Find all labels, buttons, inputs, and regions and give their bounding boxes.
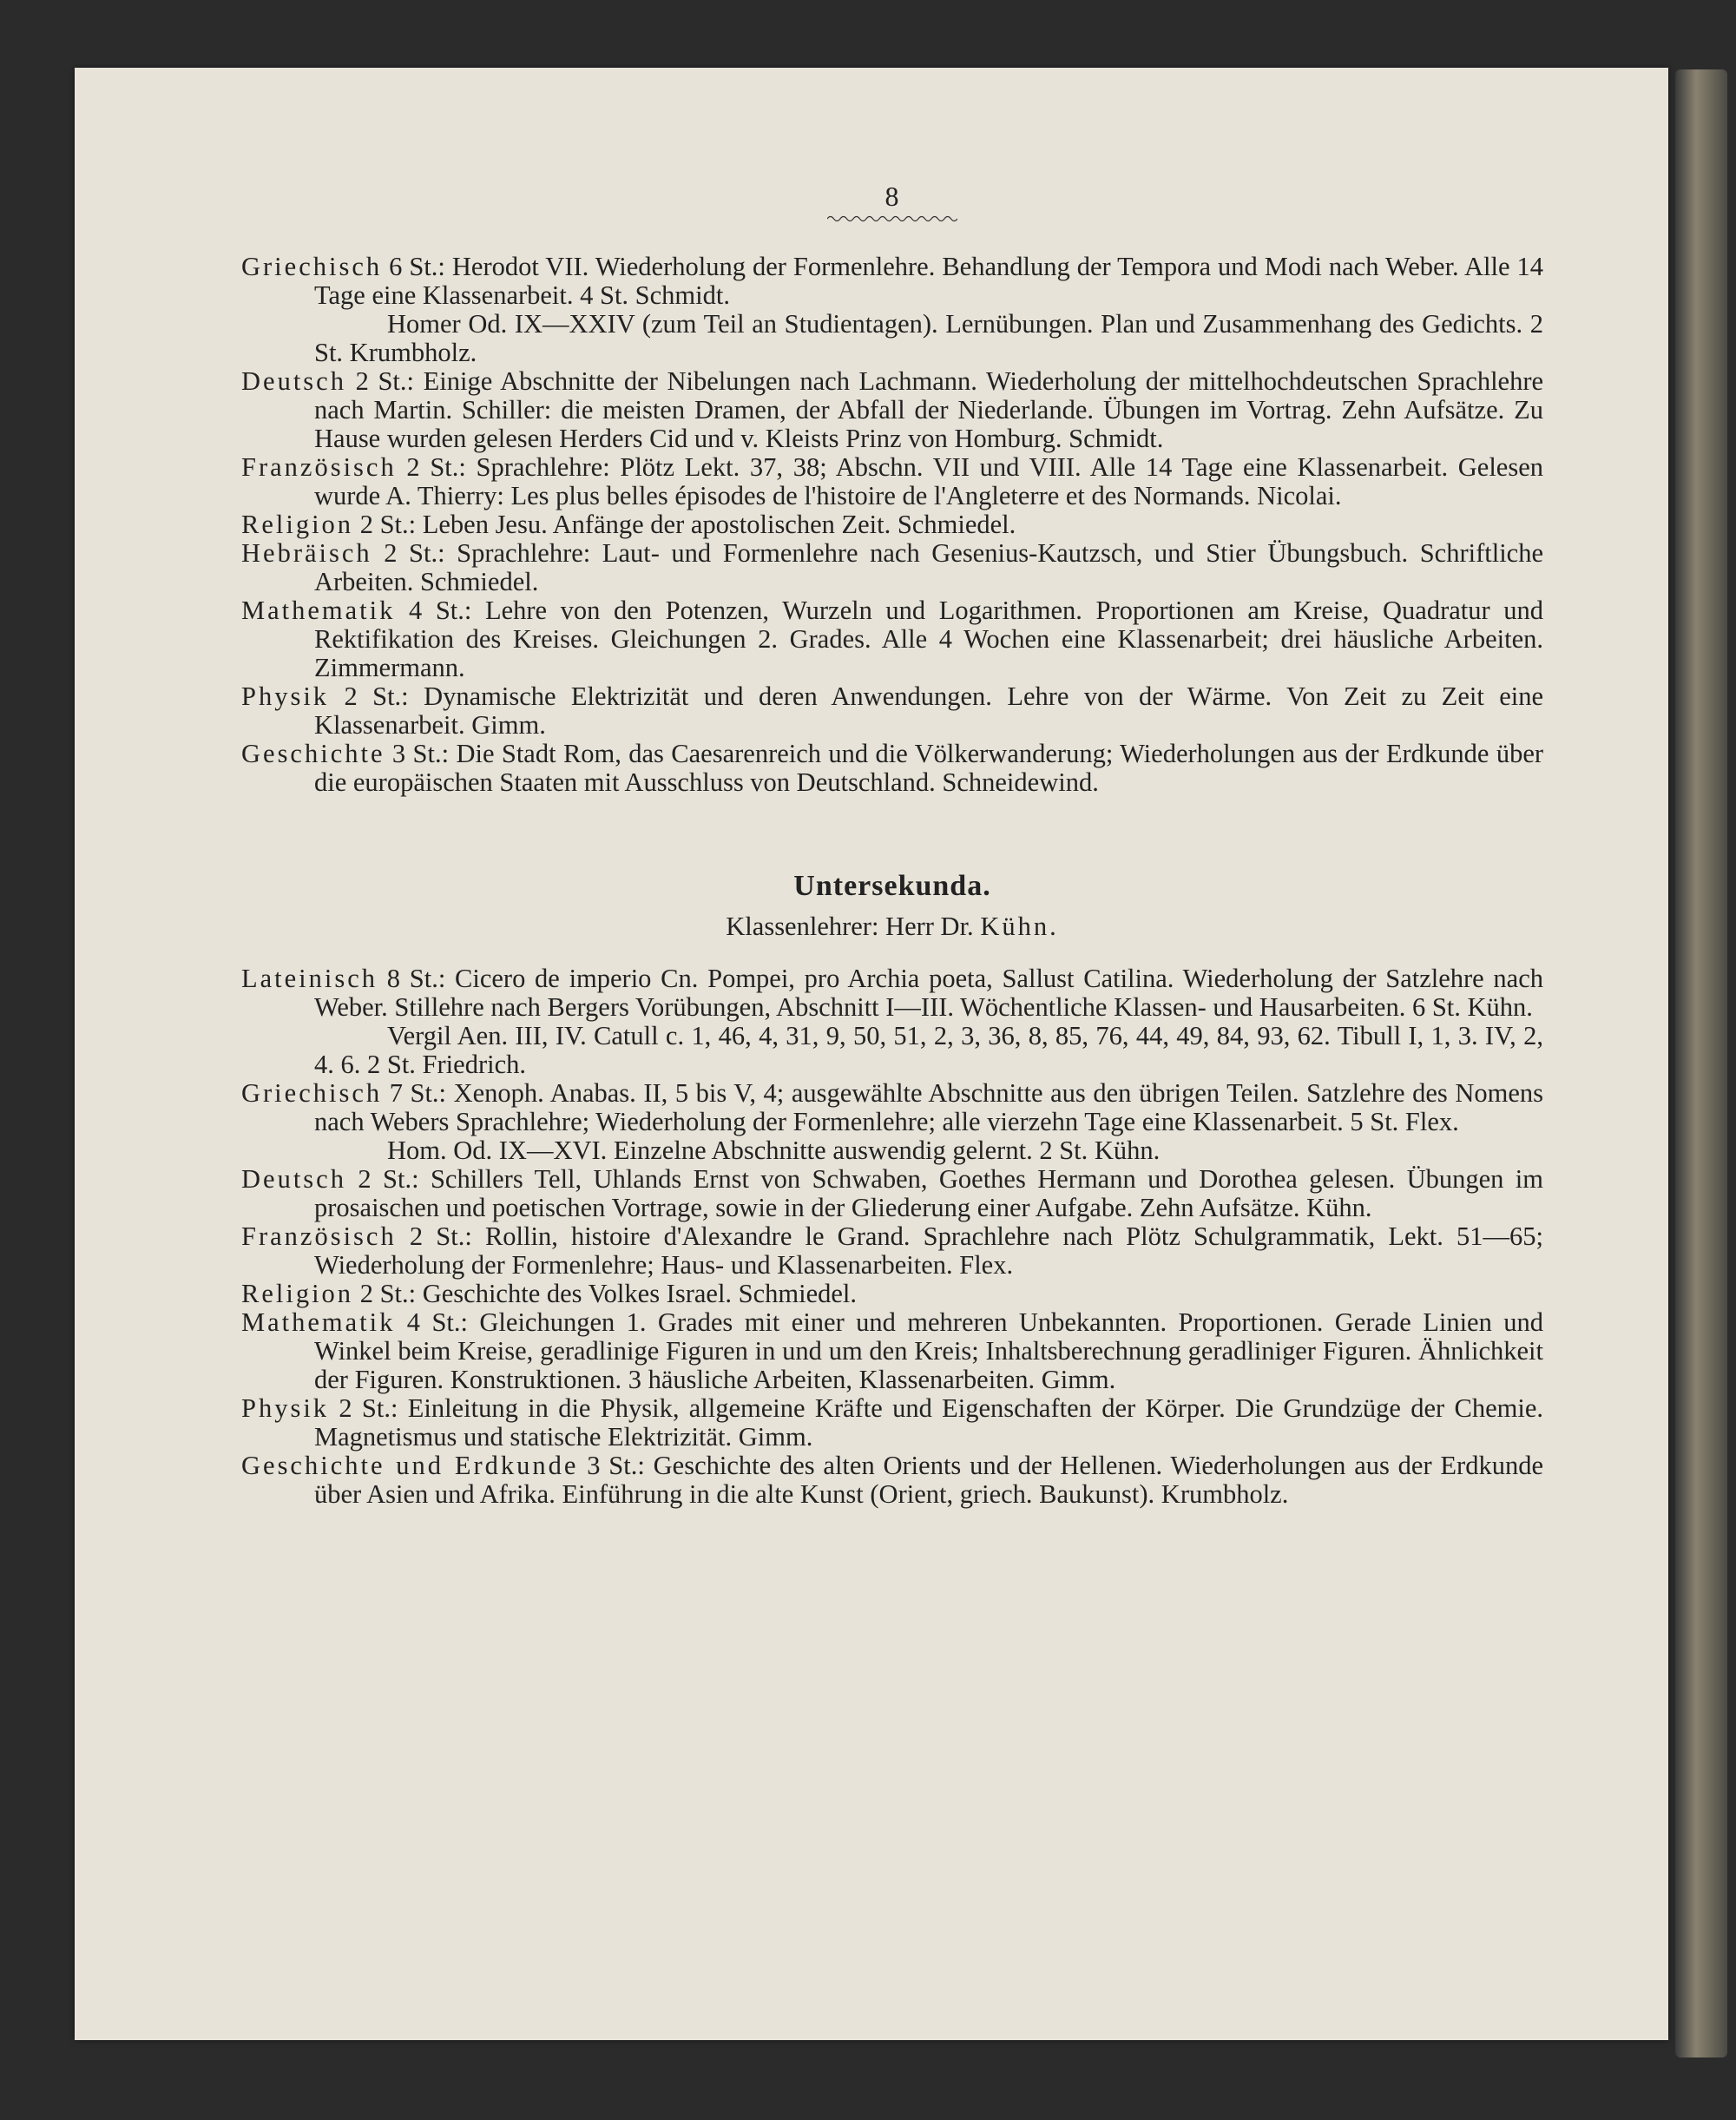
subject-name: Physik (241, 681, 330, 711)
subject-name: Lateinisch (241, 964, 378, 993)
subject-description: Geschichte des alten Orients und der Hellenen. Wiederholungen aus der Erdkunde über Asien und Afrika. Einführung in die alte Kunst (Orient, griech. Baukunst). Krumbholz. (314, 1451, 1543, 1509)
subject-description: Die Stadt Rom, das Caesarenreich und die Völkerwanderung; Wiederholungen aus der Erdkunde über die europäischen Staaten mit Ausschluss von Deutschland. Schneidewind. (314, 739, 1544, 797)
class-teacher-line (241, 912, 1543, 942)
subject-name: Deutsch (241, 1164, 346, 1194)
document-page (75, 68, 1668, 2040)
subject-description: Sprachlehre: Laut- und Formenlehre nach Gesenius-Kautzsch, und Stier Übungsbuch. Schriftliche Arbeiten. Schmiedel. (314, 538, 1544, 596)
decorative-wavy-rule (827, 214, 957, 223)
subject-name: Griechisch (241, 252, 383, 281)
subject-hours: 2 St.: (359, 510, 417, 539)
subject-name: Geschichte (241, 739, 385, 768)
subject-continuation-text: Hom. Od. IX—XVI. Einzelne Abschnitte auswendig gelernt. 2 St. Kühn. (387, 1136, 1161, 1165)
subject-description: Dynamische Elektrizität und deren Anwendungen. Lehre von der Wärme. Von Zeit zu Zeit eine Klassenarbeit. Gimm. (314, 681, 1543, 740)
subject-entry (241, 1165, 1543, 1222)
subject-entry (241, 1452, 1543, 1509)
subject-entry (241, 682, 1543, 740)
subject-description: Schillers Tell, Uhlands Ernst von Schwaben, Goethes Hermann und Dorothea gelesen. Übungen im prosaischen und poetischen Vortrage, sowie in der Gliederung einer Aufgabe. Zehn Aufsätze. Kühn. (314, 1164, 1544, 1222)
subject-entry (241, 1222, 1543, 1280)
subject-continuation-text: Homer Od. IX—XXIV (zum Teil an Studientagen). Lernübungen. Plan und Zusammenhang des Gedichts. 2 St. Krumbholz. (314, 309, 1543, 367)
subject-description: Lehre von den Potenzen, Wurzeln und Logarithmen. Proportionen am Kreise, Quadratur und Rektifikation des Kreises. Gleichungen 2. Grades. Alle 4 Wochen eine Klassenarbeit; drei häusliche Arbeiten. Zimmermann. (314, 596, 1543, 682)
subject-hours: 2 St.: (359, 1279, 417, 1308)
subject-entry (241, 1280, 1543, 1308)
subject-hours: 4 St.: (406, 1307, 468, 1337)
subject-name: Geschichte und Erdkunde (241, 1451, 579, 1480)
subject-name: Deutsch (241, 366, 346, 396)
subject-description: Einleitung in die Physik, allgemeine Kräfte und Eigenschaften der Körper. Die Grundzüge der Chemie. Magnetismus und statische Elektrizität. Gimm. (314, 1393, 1543, 1452)
subject-description: Rollin, histoire d'Alexandre le Grand. Sprachlehre nach Plötz Schulgrammatik, Lekt. 51—65; Wiederholung der Formenlehre; Haus- und Klassenarbeiten. Flex. (314, 1221, 1544, 1280)
subject-hours: 6 St.: (389, 252, 445, 281)
subject-continuation-text: Vergil Aen. III, IV. Catull c. 1, 46, 4, 31, 9, 50, 51, 2, 3, 36, 8, 85, 76, 44, 49, 84, 93, 62. Tibull I, 1, 3. IV, 2, 4. 6. 2 St. Friedrich. (314, 1021, 1543, 1079)
class-teacher-name: Kühn. (980, 912, 1059, 941)
subject-entry (241, 253, 1543, 310)
section-obersekunda-subjects (241, 253, 1543, 797)
subject-hours: 4 St.: (408, 596, 472, 625)
section-gap (241, 797, 1543, 870)
subject-name: Griechisch (241, 1078, 383, 1108)
subject-hours: 7 St.: (389, 1078, 447, 1108)
class-teacher-prefix: Klassenlehrer: Herr Dr. (726, 912, 974, 941)
subject-entry (241, 367, 1543, 453)
subject-name: Mathematik (241, 1307, 396, 1337)
subject-entry-continuation (241, 1136, 1543, 1165)
subject-hours: 2 St.: (358, 1164, 419, 1194)
subject-entry (241, 740, 1543, 797)
subject-entry (241, 596, 1543, 682)
book-binding (1675, 69, 1727, 2057)
subject-hours: 3 St.: (391, 739, 450, 768)
subject-description: Gleichungen 1. Grades mit einer und mehreren Unbekannten. Proportionen. Gerade Linien und Winkel beim Kreise, geradlinige Figuren in und um den Kreis; Inhaltsberechnung geradliniger Figuren. Ähnlichkeit der Figuren. Konstruktionen. 3 häusliche Arbeiten, Klassenarbeiten. Gimm. (314, 1307, 1543, 1394)
subject-entry (241, 539, 1543, 596)
subject-entry-continuation (241, 1022, 1543, 1079)
subject-hours: 2 St.: (355, 366, 414, 396)
subject-hours: 3 St.: (587, 1451, 645, 1480)
subject-entry (241, 1308, 1543, 1394)
subject-description: Cicero de imperio Cn. Pompei, pro Archia poeta, Sallust Catilina. Wiederholung der Satzlehre nach Weber. Stillehre nach Bergers Vorübungen, Abschnitt I—III. Wöchentliche Klassen- und Hausarbeiten. 6 St. Kühn. (314, 964, 1544, 1022)
subject-entry (241, 453, 1543, 510)
subject-entry (241, 965, 1543, 1022)
subject-description: Herodot VII. Wiederholung der Formenlehre. Behandlung der Tempora und Modi nach Weber. Alle 14 Tage eine Klassenarbeit. 4 St. Schmidt. (314, 252, 1543, 310)
page-content (241, 181, 1543, 1509)
subject-name: Religion (241, 1279, 354, 1308)
subject-hours: 2 St.: (409, 1221, 472, 1251)
subject-name: Mathematik (241, 596, 396, 625)
subject-name: Französisch (241, 452, 397, 482)
subject-entry (241, 1079, 1543, 1136)
subject-entry-continuation (241, 310, 1543, 367)
subject-hours: 2 St.: (384, 538, 445, 568)
subject-entry (241, 510, 1543, 539)
subject-description: Geschichte des Volkes Israel. Schmiedel. (422, 1279, 858, 1308)
subject-hours: 2 St.: (344, 681, 409, 711)
subject-name: Religion (241, 510, 354, 539)
subject-name: Hebräisch (241, 538, 372, 568)
section-title: Untersekunda. (793, 870, 991, 902)
subject-hours: 2 St.: (339, 1393, 398, 1423)
page-number: 8 (884, 181, 900, 212)
subject-hours: 8 St.: (386, 964, 446, 993)
subject-name: Französisch (241, 1221, 397, 1251)
subject-name: Physik (241, 1393, 330, 1423)
subject-description: Xenoph. Anabas. II, 5 bis V, 4; ausgewählte Abschnitte aus den übrigen Teilen. Satzlehre des Nomens nach Webers Sprachlehre; Wiederholung der Formenlehre; alle vierzehn Tage eine Klassenarbeit. 5 St. Flex. (314, 1078, 1543, 1136)
subject-entry (241, 1394, 1543, 1452)
subject-hours: 2 St.: (406, 452, 466, 482)
subject-description: Leben Jesu. Anfänge der apostolischen Zeit. Schmiedel. (422, 510, 1016, 539)
subject-description: Sprachlehre: Plötz Lekt. 37, 38; Abschn. VII und VIII. Alle 14 Tage eine Klassenarbeit. Gelesen wurde A. Thierry: Les plus belles épisodes de l'histoire de l'Angleterre et des Normands. Nicolai. (314, 452, 1544, 510)
section-untersekunda-subjects (241, 965, 1543, 1509)
subject-description: Einige Abschnitte der Nibelungen nach Lachmann. Wiederholung der mittelhochdeutschen Sprachlehre nach Martin. Schiller: die meisten Dramen, der Abfall der Niederlande. Übungen im Vortrag. Zehn Aufsätze. Zu Hause wurden gelesen Herders Cid und v. Kleists Prinz von Homburg. Schmidt. (314, 366, 1544, 453)
